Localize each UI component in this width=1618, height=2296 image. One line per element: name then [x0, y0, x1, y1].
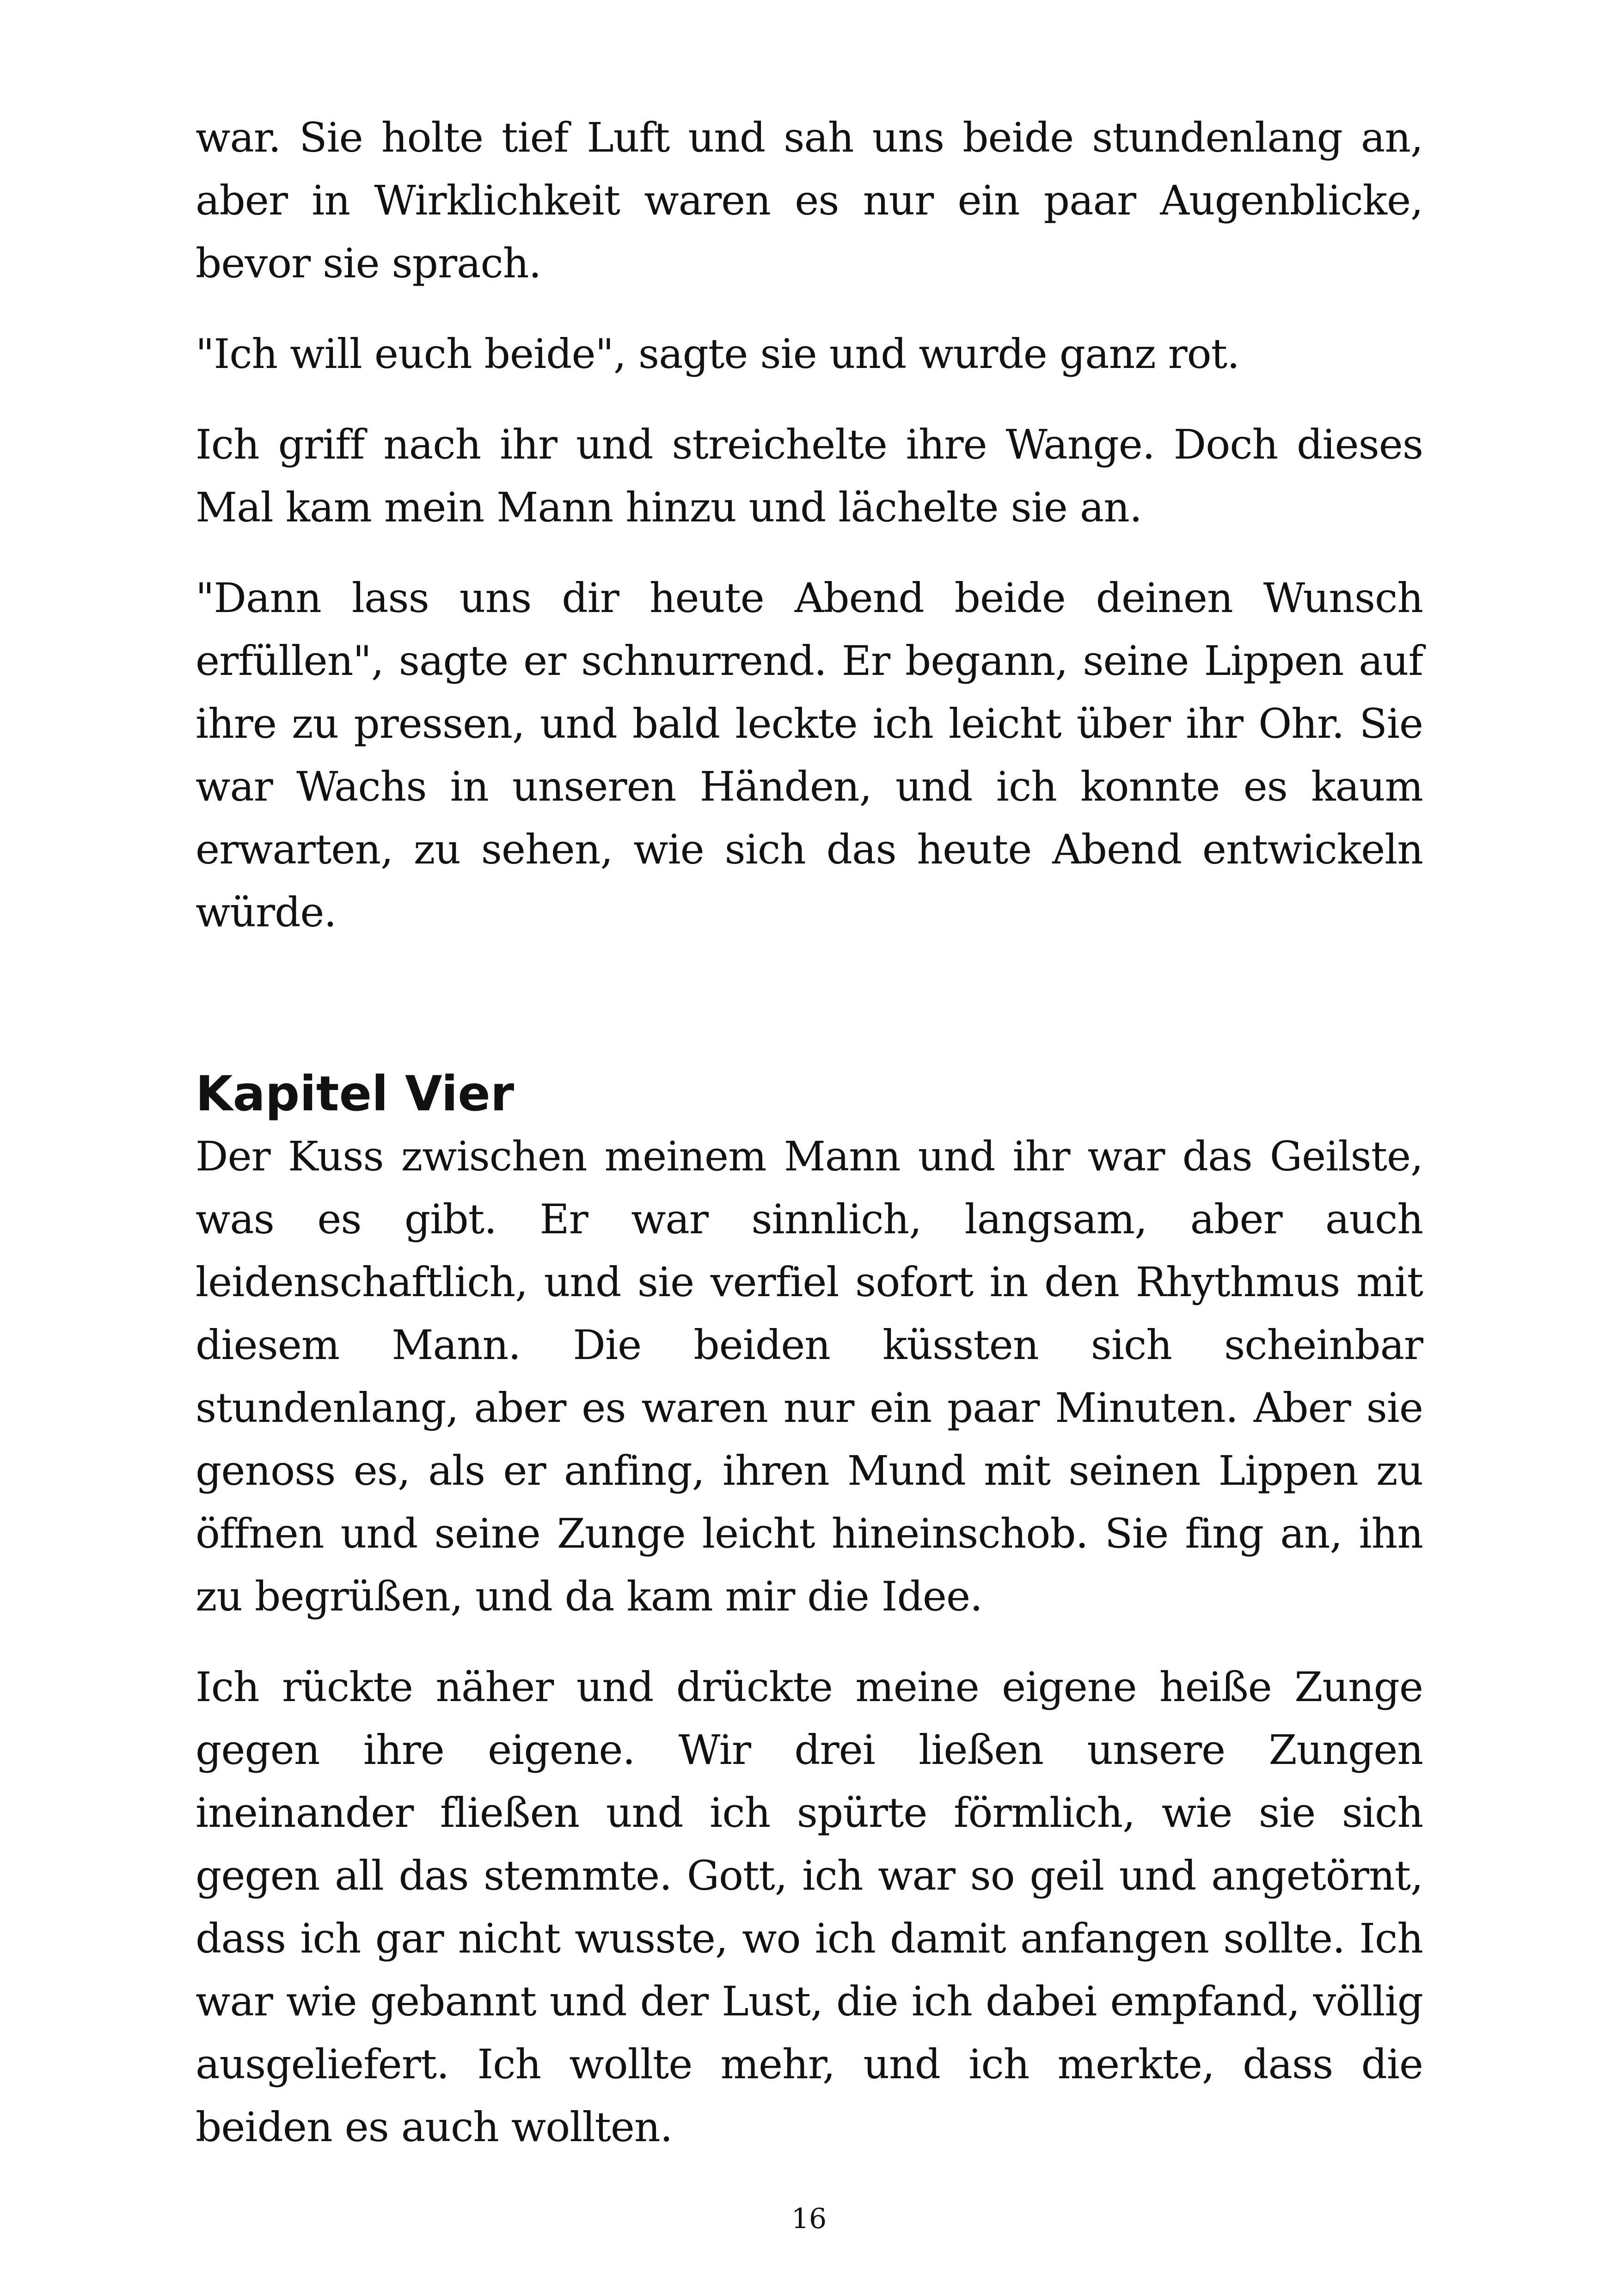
paragraph: war. Sie holte tief Luft und sah uns beide stundenlang an, aber in Wirklichkeit waren es nur ein paar Augenblicke, bevor sie sprach. [196, 114, 1423, 287]
paragraph: Ich griff nach ihr und streichelte ihre Wange. Doch dieses Mal kam mein Mann hinzu und lächelte sie an. [196, 421, 1423, 531]
paragraph: "Dann lass uns dir heute Abend beide deinen Wunsch erfüllen", sagte er schnurrend. Er begann, seine Lippen auf ihre zu pressen, und bald leckte ich leicht über ihr Ohr. Sie war Wachs in unseren Händen, und ich konnte es kaum erwarten, zu sehen, wie sich das heute Abend entwickeln würde. [196, 574, 1423, 936]
paragraph: Der Kuss zwischen meinem Mann und ihr war das Geilste, was es gibt. Er war sinnlich, langsam, aber auch leidenschaftlich, und sie verfiel sofort in den Rhythmus mit diesem Mann. Die beiden küssten sich scheinbar stundenlang, aber es waren nur ein paar Minuten. Aber sie genoss es, als er anfing, ihren Mund mit seinen Lippen zu öffnen und seine Zunge leicht hineinschob. Sie fing an, ihn zu begrüßen, und da kam mir die Idee. [196, 1133, 1423, 1620]
paragraph: "Ich will euch beide", sagte sie und wurde ganz rot. [196, 330, 1239, 378]
page-number: 16 [791, 2203, 827, 2235]
paragraph: Ich rückte näher und drückte meine eigene heiße Zunge gegen ihre eigene. Wir drei ließen unsere Zungen ineinander fließen und ich spürte förmlich, wie sie sich gegen all das stemmte. Gott, ich war so geil und angetörnt, dass ich gar nicht wusste, wo ich damit anfangen sollte. Ich war wie gebannt und der Lust, die ich dabei empfand, völlig ausgeliefert. Ich wollte mehr, und ich merkte, dass die beiden es auch wollten. [196, 1663, 1423, 2151]
page-content [196, 106, 1423, 2186]
chapter-title: Kapitel Vier [196, 1065, 515, 1122]
